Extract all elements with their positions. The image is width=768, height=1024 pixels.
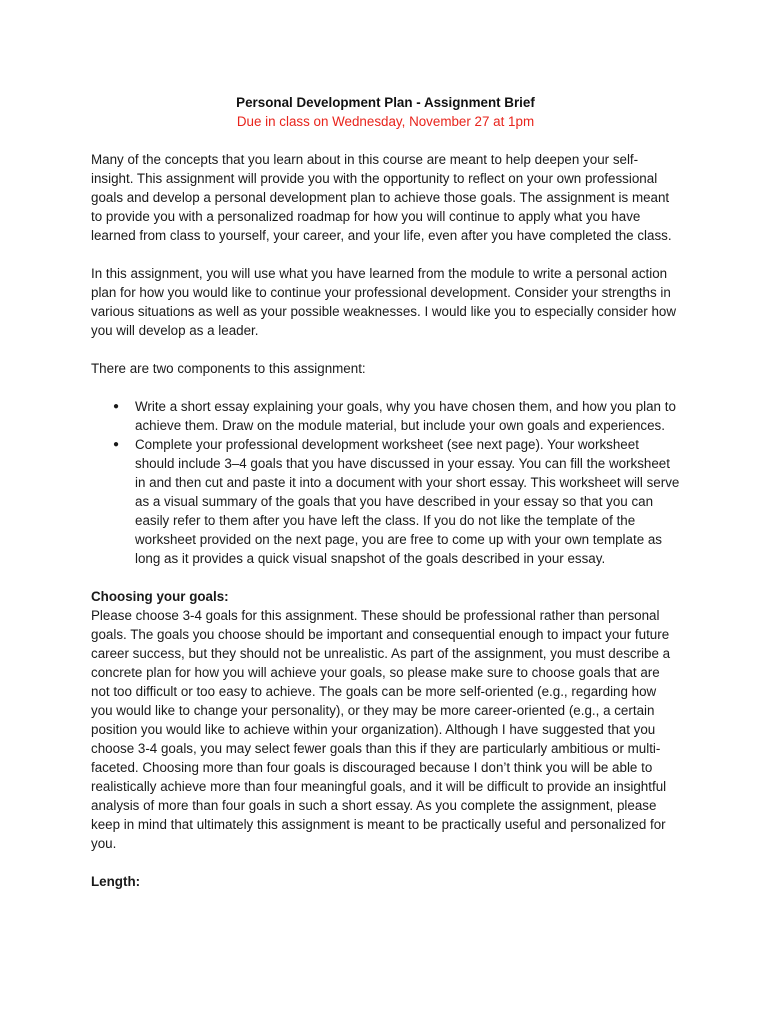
components-list xyxy=(91,397,680,568)
intro-paragraph: Many of the concepts that you learn about in this course are meant to help deepen your self-insight. This assignment will provide you with the opportunity to reflect on your own professional goals and develop a personal development plan to achieve those goals. The assignment is meant to provide you with a personalized roadmap for how you will continue to apply what you have learned from class to yourself, your career, and your life, even after you have completed the class. xyxy=(91,152,672,243)
components-intro: There are two components to this assignment: xyxy=(91,361,366,376)
document-title: Personal Development Plan - Assignment Brief xyxy=(236,95,535,110)
choosing-goals-heading: Choosing your goals: xyxy=(91,589,229,604)
list-item xyxy=(113,435,680,568)
bullet-icon: ● xyxy=(113,439,120,450)
choosing-goals-section xyxy=(91,587,680,853)
due-date-notice: Due in class on Wednesday, November 27 at 1pm xyxy=(236,114,535,129)
list-item-text: Write a short essay explaining your goals, why you have chosen them, and how you plan to achieve them. Draw on the module material, but include your own goals and experiences. xyxy=(135,399,676,433)
list-item-text: Complete your professional development worksheet (see next page). Your worksheet should include 3–4 goals that you have discussed in your essay. You can fill the worksheet in and then cut and paste it into a document with your short essay. This worksheet will serve as a visual summary of the goals that you have described in your essay so that you can easily refer to them after you have left the class. If you do not like the template of the worksheet provided on the next page, you are free to come up with your own template as long as it provides a quick visual snapshot of the goals described in your essay. xyxy=(135,437,680,566)
list-item xyxy=(113,397,680,435)
bullet-icon: ● xyxy=(113,401,120,412)
length-heading: Length: xyxy=(91,874,141,889)
action-plan-paragraph: In this assignment, you will use what you have learned from the module to write a personal action plan for how you would like to continue your professional development. Consider your strengths in various situations as well as your possible weaknesses. I would like you to especially consider how you will develop as a leader. xyxy=(91,266,677,338)
choosing-goals-body: Please choose 3-4 goals for this assignment. These should be professional rather than personal goals. The goals you choose should be important and consequential enough to impact your future career success, but they should not be unrealistic. As part of the assignment, you must describe a concrete plan for how you will achieve your goals, so please make sure to choose goals that are not too difficult or too easy to achieve. The goals can be more self-oriented (e.g., regarding how you would like to change your personality), or they may be more career-oriented (e.g., a certain position you would like to achieve within your organization). Although I have suggested that you choose 3-4 goals, you may select fewer goals than this if they are particularly ambitious or multi-faceted. Choosing more than four goals is discouraged because I don’t think you will be able to realistically achieve more than four meaningful goals, and it will be difficult to provide an insightful analysis of more than four goals in such a short essay. As you complete the assignment, please keep in mind that ultimately this assignment is meant to be practically useful and personalized for you. xyxy=(91,608,671,851)
